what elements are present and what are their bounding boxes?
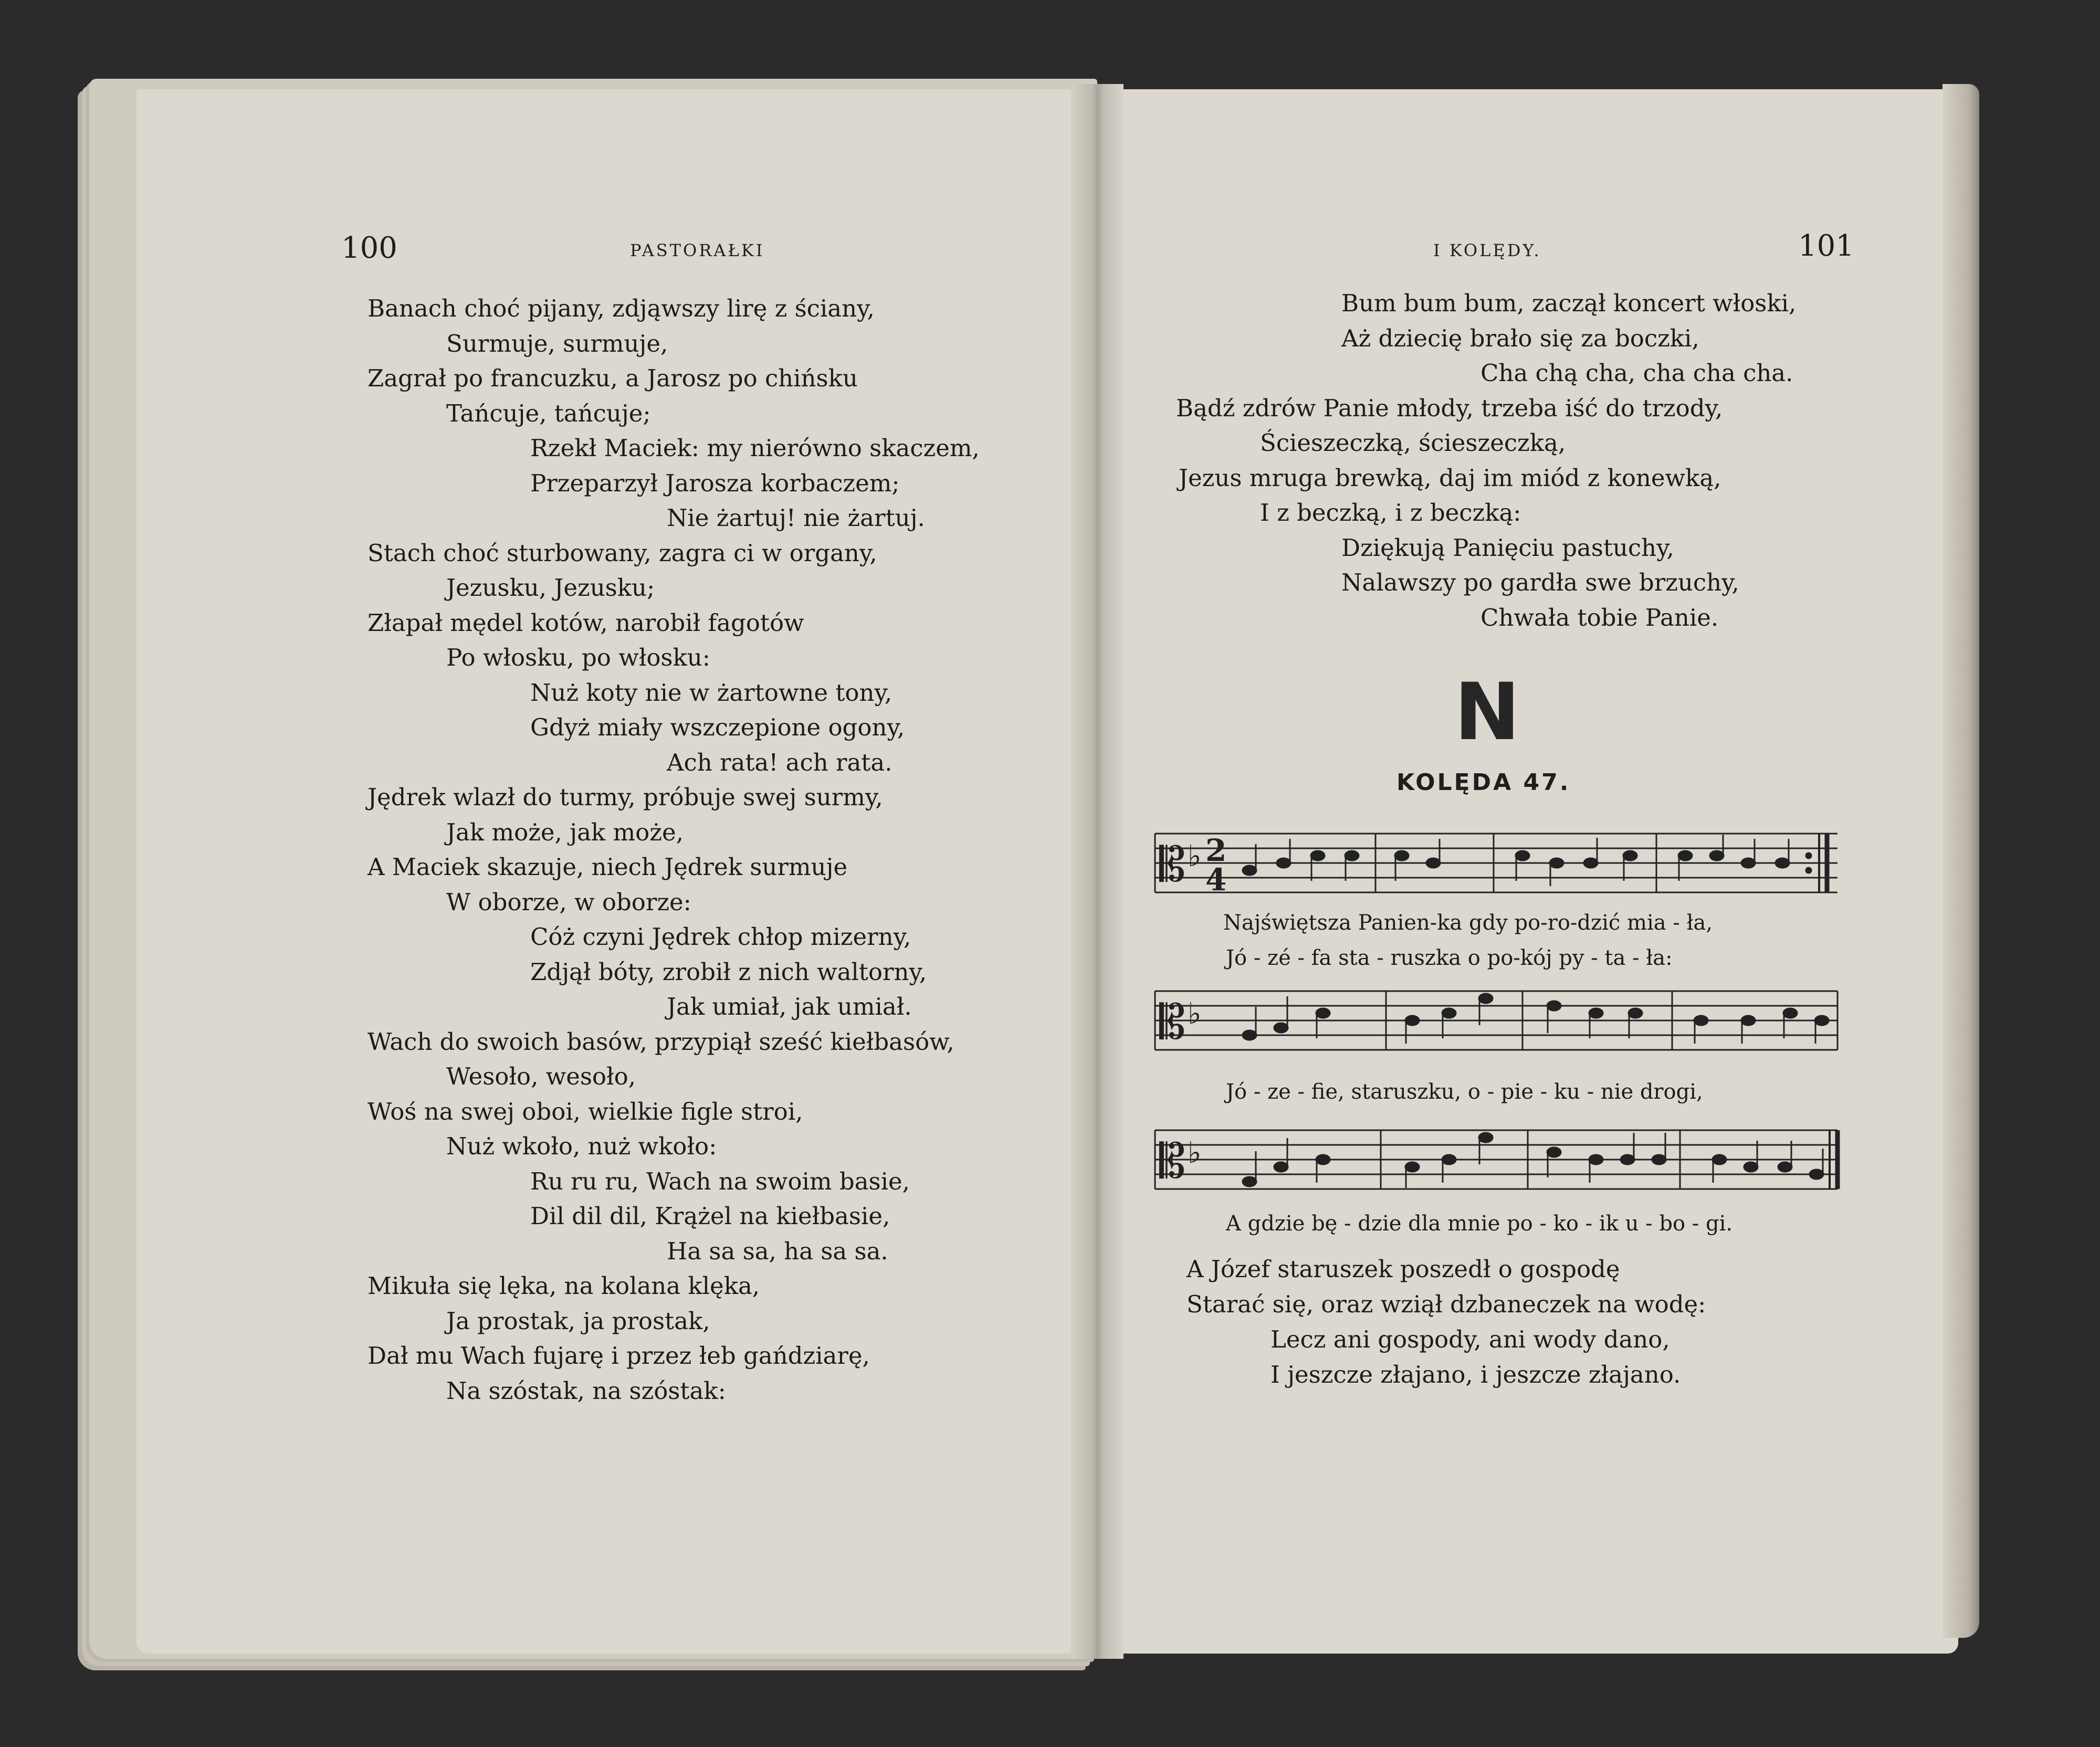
left-line: Zagrał po francuzku, a Jarosz po chińsku [368,364,858,392]
left-line: Po włosku, po włosku: [446,644,710,671]
closing-line: A Józef staruszek poszedł o gospodę [1186,1255,1620,1283]
music-staff-1 [1155,828,1843,907]
left-running-title: PASTORAŁKI [630,240,765,260]
left-line: Jak może, jak może, [446,818,684,846]
left-line: A Maciek skazuje, niech Jędrek surmuje [368,853,848,881]
closing-line: Lecz ani gospody, ani wody dano, [1270,1325,1670,1353]
music-lyric-3: Jó - ze - fie, staruszku, o - pie - ku - nie drogi, [1226,1080,1703,1104]
left-line: Zdjął bóty, zrobił z nich waltorny, [530,957,927,986]
right-page-number: 101 [1798,229,1854,263]
right-line: Cha chą cha, cha cha cha. [1480,359,1793,387]
music-lyric-1: Najświętsza Panien-ka gdy po-ro-dzić mia - ła, [1223,911,1713,935]
book-gutter [1071,84,1124,1659]
left-line: Banach choć pijany, zdjąwszy lirę z ściany, [368,294,875,322]
svg-text:♭: ♭ [1188,1136,1202,1170]
left-line: Woś na swej oboi, wielkie figle stroi, [368,1097,803,1125]
left-line: Złapał mędel kotów, narobił fagotów [368,608,804,637]
left-line: Ru ru ru, Wach na swoim basie, [530,1167,910,1195]
left-line: Przeparzył Jarosza korbaczem; [530,469,900,497]
left-line: Nuż koty nie w żartowne tony, [530,678,892,707]
left-line: Stach choć sturbowany, zagra ci w organy, [368,539,877,567]
svg-text:𝄡: 𝄡 [1159,837,1186,892]
right-line: Dziękują Panięciu pastuchy, [1341,533,1674,562]
left-line: Jak umiał, jak umiał. [667,993,912,1020]
svg-text:𝄡: 𝄡 [1159,1134,1186,1189]
right-line: Chwała tobie Panie. [1480,603,1719,632]
left-line: Rzekł Maciek: my nierówno skaczem, [530,434,980,462]
music-staff-2 [1155,986,1843,1065]
svg-text:♭: ♭ [1188,997,1202,1031]
left-line: Ja prostak, ja prostak, [446,1307,710,1335]
right-line: Bum bum bum, zaczął koncert włoski, [1341,289,1797,317]
left-line: Gdyż miały wszczepione ogony, [530,713,905,741]
right-line: Bądź zdrów Panie młody, trzeba iść do trzody, [1176,394,1723,422]
closing-line: I jeszcze złajano, i jeszcze złajano. [1270,1361,1681,1388]
music-staff-3 [1155,1125,1843,1204]
left-line: Wesoło, wesoło, [446,1062,636,1090]
right-line: Jezus mruga brewką, daj im miód z konewką, [1179,464,1721,492]
music-lyric-2: Jó - zé - fa sta - ruszka o po-kój py - ta - ła: [1226,946,1673,970]
left-line: W oborze, w oborze: [446,888,691,916]
closing-line: Starać się, oraz wziął dzbaneczek na wodę: [1186,1290,1706,1318]
left-line: Tańcuje, tańcuje; [446,399,651,427]
right-line: Aż dziecię brało się za boczki, [1341,324,1699,352]
left-line: Nuż wkoło, nuż wkoło: [446,1132,717,1160]
left-line: Surmuje, surmuje, [446,329,668,357]
section-letter: N [1454,667,1520,758]
right-running-title: I KOLĘDY. [1433,240,1541,260]
left-line: Ha sa sa, ha sa sa. [667,1237,888,1265]
svg-text:4: 4 [1205,862,1227,898]
left-page-number: 100 [341,231,397,265]
page-edge [1942,84,1979,1638]
left-line: Ach rata! ach rata. [667,748,892,776]
music-lyric-4: A gdzie bę - dzie dla mnie po - ko - ik u - bo - gi. [1226,1212,1733,1236]
left-line: Nie żartuj! nie żartuj. [667,504,925,532]
left-line: Jezusku, Jezusku; [446,574,655,602]
flat-sign: ♭ [1188,839,1202,874]
left-line: Dał mu Wach fujarę i przez łeb gańdziarę, [368,1342,870,1370]
right-line: I z beczką, i z beczką: [1260,499,1521,527]
left-line: Wach do swoich basów, przypiął sześć kiełbasów, [368,1027,954,1056]
right-line: Nalawszy po gardła swe brzuchy, [1341,569,1739,596]
right-line: Ścieszeczką, ścieszeczką, [1260,429,1566,457]
left-line: Na szóstak, na szóstak: [446,1376,726,1405]
left-line: Mikuła się lęka, na kolana klęka, [368,1272,760,1300]
left-line: Cóż czyni Jędrek chłop mizerny, [530,923,911,951]
svg-text:𝄡: 𝄡 [1159,995,1186,1050]
svg-text:2: 2 [1205,833,1227,868]
carol-heading: KOLĘDA 47. [1396,769,1571,796]
left-line: Jędrek wlazł do turmy, próbuje swej surmy, [368,783,883,811]
left-line: Dil dil dil, Krążel na kiełbasie, [530,1202,890,1230]
